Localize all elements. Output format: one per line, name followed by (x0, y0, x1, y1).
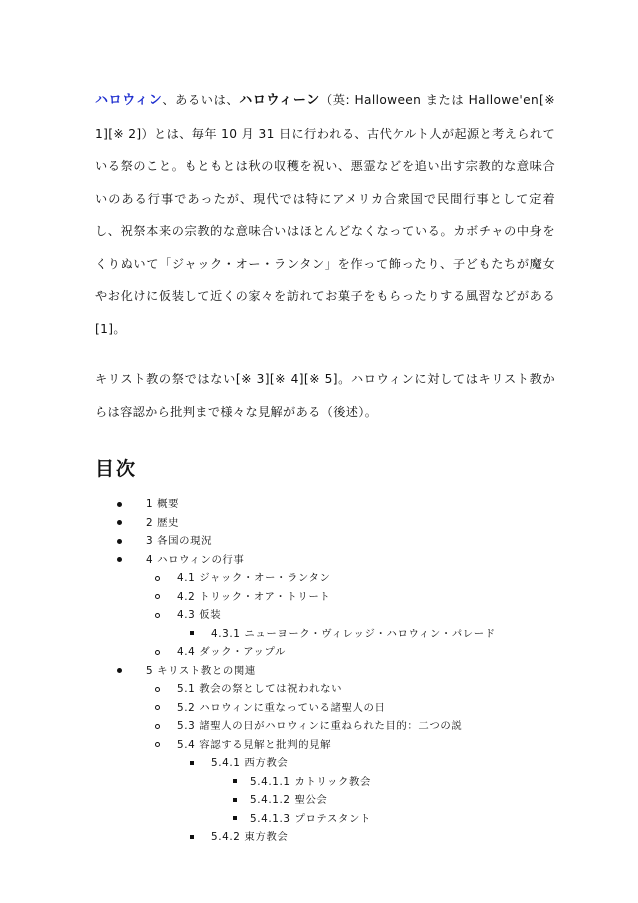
toc-item-label[interactable]: 5.4.1.1 カトリック教会 (250, 775, 371, 788)
bullet-circle-icon (155, 606, 160, 625)
toc-item[interactable] (95, 773, 555, 792)
bullet-circle-icon (155, 643, 160, 662)
bullet-circle-icon (155, 588, 160, 607)
bullet-circle-icon (155, 569, 160, 588)
toc-heading: 目次 (95, 458, 138, 480)
document-page (95, 84, 555, 847)
toc-item-label[interactable]: 4.1 ジャック・オー・ランタン (177, 572, 331, 584)
toc-item[interactable] (95, 588, 555, 607)
toc-item-label[interactable]: 4 ハロウィンの行事 (146, 553, 245, 566)
toc-item-label[interactable]: 5.4.2 東方教会 (211, 831, 289, 843)
toc-item[interactable] (95, 828, 555, 847)
toc-item-label[interactable]: 4.3 仮装 (177, 609, 222, 621)
intro-separator: 、あるいは、 (162, 93, 240, 107)
christianity-paragraph: キリスト教の祭ではない[※ 3][※ 4][※ 5]。ハロウィンに対してはキリスト教からは容認から批判まで様々な見解がある（後述）。 (95, 372, 555, 419)
toc-item[interactable] (95, 699, 555, 718)
bullet-circle-icon (155, 699, 160, 718)
toc-item-label[interactable]: 5.4.1.2 聖公会 (250, 794, 328, 806)
bullet-circle-icon (155, 736, 160, 755)
toc-item[interactable] (95, 569, 555, 588)
toc-item-label[interactable]: 2 歴史 (146, 516, 180, 529)
bullet-disc-icon (117, 551, 122, 570)
toc-item-label[interactable]: 4.2 トリック・オア・トリート (177, 590, 331, 603)
toc-item[interactable] (95, 495, 555, 514)
bullet-circle-icon (155, 680, 160, 699)
toc-item-label[interactable]: 4.3.1 ニューヨーク・ヴィレッジ・ハロウィン・パレード (211, 627, 496, 640)
toc-item[interactable] (95, 717, 555, 736)
toc-item-label[interactable]: 5.3 諸聖人の日がハロウィンに重ねられた目的：二つの説 (177, 720, 463, 732)
bullet-disc-icon (117, 662, 122, 681)
bullet-square-icon (233, 791, 237, 810)
bullet-square-icon (190, 828, 194, 847)
toc-item[interactable] (95, 662, 555, 681)
bullet-circle-icon (155, 717, 160, 736)
toc-item[interactable] (95, 736, 555, 755)
toc-item-label[interactable]: 5 キリスト教との関連 (146, 664, 256, 677)
toc-item[interactable] (95, 680, 555, 699)
toc-item[interactable] (95, 643, 555, 662)
toc-item-label[interactable]: 5.4 容認する見解と批判的見解 (177, 738, 332, 751)
toc-item-label[interactable]: 3 各国の現況 (146, 535, 213, 547)
bullet-disc-icon (117, 495, 122, 514)
toc-item[interactable] (95, 754, 555, 773)
toc-item-label[interactable]: 5.4.1.3 プロテスタント (250, 812, 371, 825)
toc-item[interactable] (95, 810, 555, 829)
toc-item[interactable] (95, 514, 555, 533)
toc-item[interactable] (95, 625, 555, 644)
toc-item[interactable] (95, 791, 555, 810)
term-halloween-alt: ハロウィーン (239, 93, 320, 108)
intro-text: （英: Halloween または Hallowe'en[※ 1][※ 2]）とは、毎年 10 月 31 日に行われる、古代ケルト人が起源と考えられている祭のこと。もともとは秋の収穫を祝い、悪霊などを追い出す宗教的な意味合いのある行事であったが、現代では特にアメリカ合衆国で民間行事として定着し、祝祭本来の宗教的な意味合いはほとんどなくなっている。カボチャの中身をくりぬいて「ジャック・オー・ランタン」を作って飾ったり、子どもたちが魔女やお化けに仮装して近くの家々を訪れてお菓子をもらったりする風習などがある[1]。 (95, 93, 555, 336)
toc-item-label[interactable]: 1 概要 (146, 498, 180, 510)
toc-item-label[interactable]: 5.2 ハロウィンに重なっている諸聖人の日 (177, 701, 386, 714)
bullet-square-icon (233, 810, 237, 829)
toc-item-label[interactable]: 5.4.1 西方教会 (211, 757, 289, 769)
bullet-disc-icon (117, 532, 122, 551)
term-halloween: ハロウィン (95, 93, 163, 108)
bullet-square-icon (190, 754, 194, 773)
toc-item-label[interactable]: 5.1 教会の祭としては祝われない (177, 683, 343, 695)
intro-paragraph (95, 84, 555, 345)
bullet-disc-icon (117, 514, 122, 533)
bullet-square-icon (233, 773, 237, 792)
table-of-contents (95, 495, 555, 847)
toc-item-label[interactable]: 4.4 ダック・アップル (177, 646, 287, 658)
toc-item[interactable] (95, 551, 555, 570)
toc-item[interactable] (95, 532, 555, 551)
bullet-square-icon (190, 625, 194, 644)
toc-item[interactable] (95, 606, 555, 625)
